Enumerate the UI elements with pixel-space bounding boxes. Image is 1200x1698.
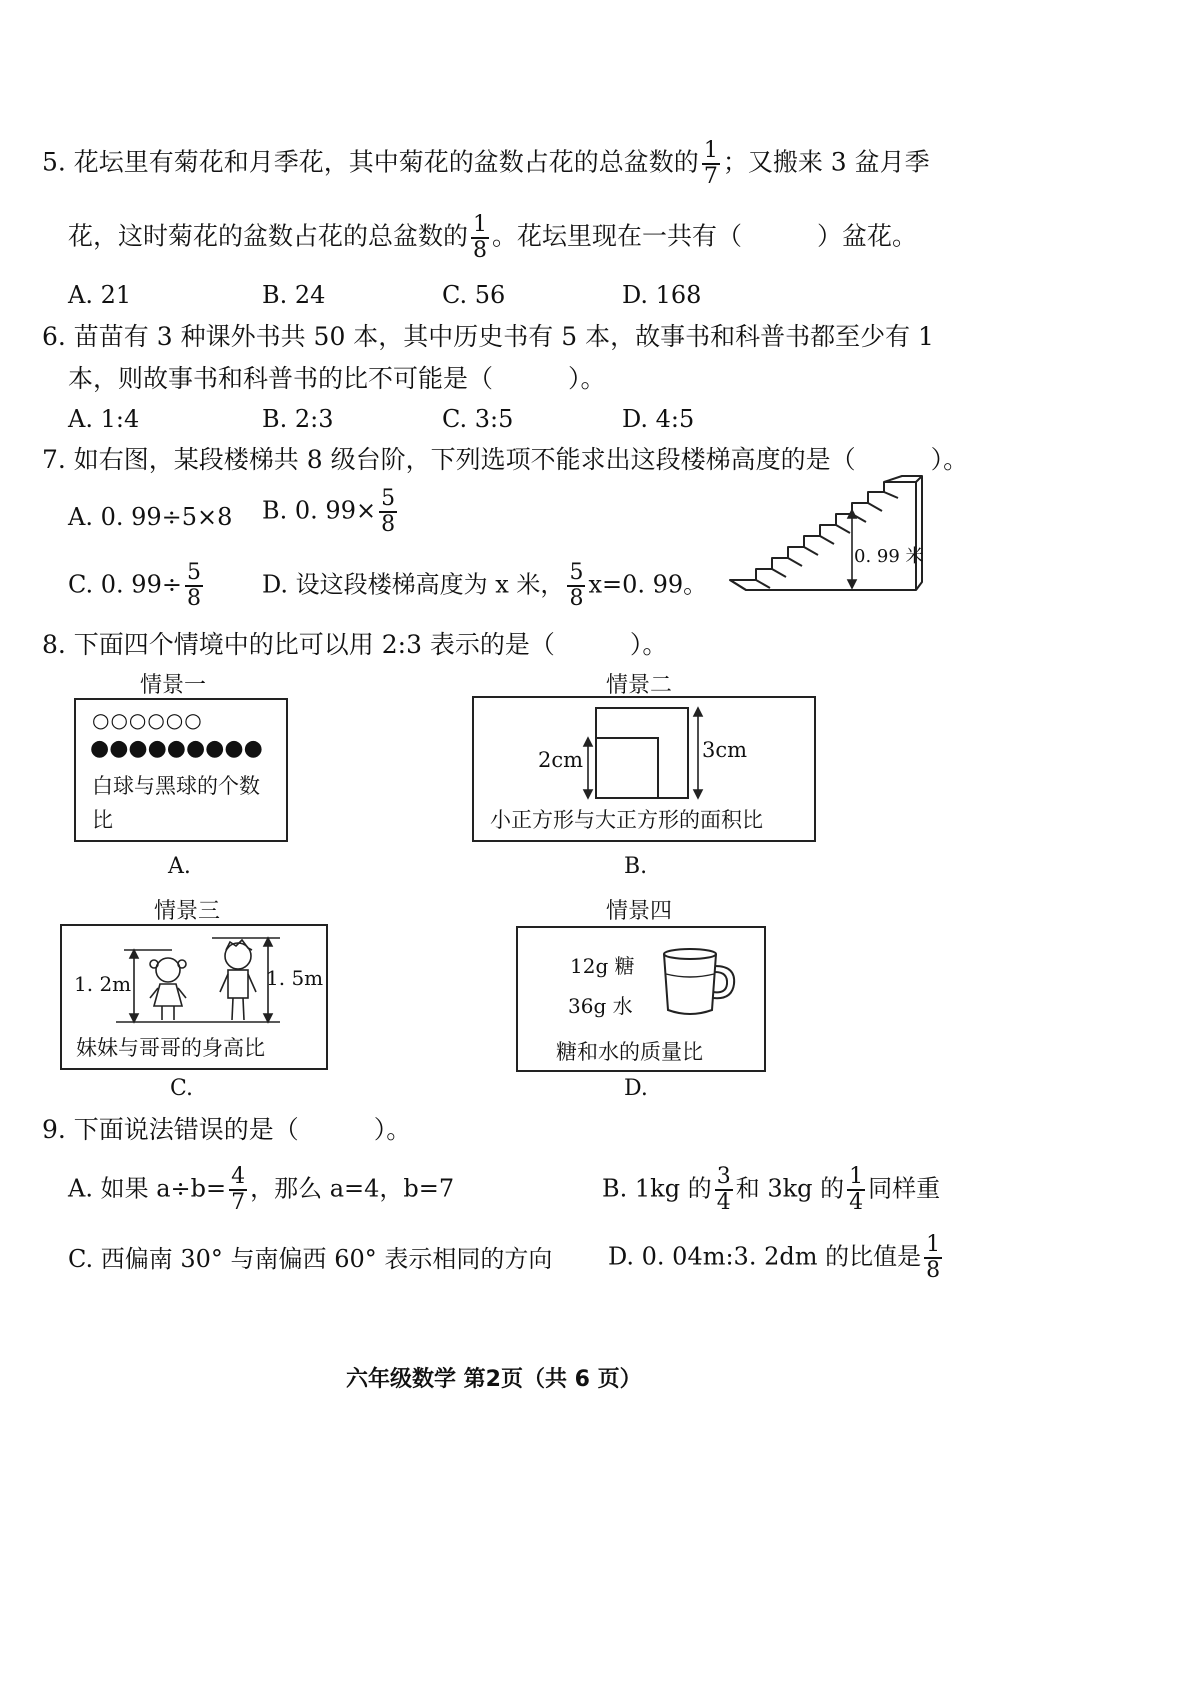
q5-option-a: A. 21 <box>68 281 132 309</box>
q9-option-d: D. 0. 04m:3. 2dm 的比值是 $\frac{1}{8}$ <box>608 1232 941 1283</box>
scenario-3-desc: 妹妹与哥哥的身高比 <box>76 1036 265 1060</box>
fraction: $\frac{5}{8}$ <box>569 560 584 611</box>
staircase-steps <box>730 476 922 590</box>
q6-option-b: B. 2:3 <box>262 405 334 433</box>
scenario-4-letter: D. <box>624 1076 648 1101</box>
water-label: 36g 水 <box>568 994 633 1018</box>
fraction: $\frac{1}{8}$ <box>473 212 488 263</box>
fraction: $\frac{5}{8}$ <box>186 560 201 611</box>
scenario-2-title: 情景二 <box>606 673 673 698</box>
fraction: $\frac{4}{7}$ <box>231 1164 246 1215</box>
sugar-label: 12g 糖 <box>570 954 635 978</box>
q9-option-c: C. 西偏南 30° 与南偏西 60° 表示相同的方向 <box>68 1245 553 1273</box>
q9-line1: 9. 下面说法错误的是（ ）。 <box>42 1115 412 1144</box>
girl-height-arrow <box>130 950 138 1022</box>
q8-line1: 8. 下面四个情境中的比可以用 2:3 表示的是（ ）。 <box>42 630 668 659</box>
q7-line1: 7. 如右图，某段楼梯共 8 级台阶，下列选项不能求出这段楼梯高度的是（ ）。 <box>42 445 969 474</box>
scenario-4-desc: 糖和水的质量比 <box>556 1040 703 1064</box>
girl-icon <box>150 958 186 1020</box>
q6-option-a: A. 1:4 <box>68 405 140 433</box>
q6-option-c: C. 3:5 <box>442 405 514 433</box>
boy-height-label: 1. 5m <box>266 966 324 990</box>
scenario-1-letter: A. <box>168 854 191 879</box>
scenario-2-letter: B. <box>624 854 648 879</box>
scenario-4-box <box>516 926 766 1072</box>
small-square-label: 2cm <box>538 748 584 772</box>
q5-line1: 5. 花坛里有菊花和月季花，其中菊花的盆数占花的总盆数的 $\frac{1}{7}$ ；又搬来 3 盆月季 <box>42 138 930 189</box>
scenario-2-box <box>472 696 816 842</box>
q7-option-d: D. 设这段楼梯高度为 x 米， $\frac{5}{8}$ x=0. 99。 <box>262 560 708 611</box>
q5-line2: 花，这时菊花的盆数占花的总盆数的 $\frac{1}{8}$ 。花坛里现在一共有（ ）盆花。 <box>68 212 918 263</box>
scenario-3-box <box>60 924 328 1070</box>
fraction: $\frac{1}{4}$ <box>849 1164 864 1215</box>
boy-icon <box>220 940 256 1020</box>
page-footer: 六年级数学 第2页（共 6 页） <box>346 1367 642 1392</box>
fraction: $\frac{5}{8}$ <box>381 486 396 537</box>
small-dimension-arrow <box>584 738 592 798</box>
staircase-figure <box>726 470 926 600</box>
q6-option-d: D. 4:5 <box>622 405 695 433</box>
scenario-2-desc: 小正方形与大正方形的面积比 <box>490 808 763 832</box>
girl-height-label: 1. 2m <box>74 972 132 996</box>
scenario-3-title: 情景三 <box>154 899 221 924</box>
fraction: $\frac{3}{4}$ <box>716 1164 731 1215</box>
q9-option-a: A. 如果 a÷b= $\frac{4}{7}$ ，那么 a=4，b=7 <box>68 1164 455 1215</box>
fraction: $\frac{1}{7}$ <box>703 138 718 189</box>
q5-option-d: D. 168 <box>622 281 702 309</box>
q6-line2: 本，则故事书和科普书的比不可能是（ ）。 <box>68 364 606 393</box>
cup-icon <box>658 944 744 1020</box>
scenario-1-title: 情景一 <box>140 673 207 698</box>
big-square <box>596 708 688 798</box>
q7-option-b: B. 0. 99× $\frac{5}{8}$ <box>262 486 396 537</box>
big-square-label: 3cm <box>702 738 748 762</box>
black-balls: ●●●●●●●●● <box>90 736 263 761</box>
small-square <box>596 738 658 798</box>
stair-height-label: 0. 99 米 <box>854 546 924 567</box>
scenario-3-letter: C. <box>170 1076 194 1101</box>
scenario-1-desc: 白球与黑球的个数 <box>92 774 260 798</box>
scenario-4-title: 情景四 <box>606 899 673 924</box>
q7-option-a: A. 0. 99÷5×8 <box>68 503 233 531</box>
q9-option-b: B. 1kg 的 $\frac{3}{4}$ 和 3kg 的 $\frac{1}{4}$ 同样重 <box>602 1164 941 1215</box>
q5-option-c: C. 56 <box>442 281 506 309</box>
q6-line1: 6. 苗苗有 3 种课外书共 50 本，其中历史书有 5 本，故事书和科普书都至少有 1 <box>42 322 934 351</box>
q7-option-c: C. 0. 99÷ $\frac{5}{8}$ <box>68 560 201 611</box>
white-balls: ○○○○○○ <box>92 708 203 732</box>
q5-option-b: B. 24 <box>262 281 326 309</box>
scenario-1-box <box>74 698 288 842</box>
fraction: $\frac{1}{8}$ <box>926 1232 941 1283</box>
big-dimension-arrow <box>694 708 702 798</box>
scenario-1-desc-cont: 比 <box>92 808 113 832</box>
